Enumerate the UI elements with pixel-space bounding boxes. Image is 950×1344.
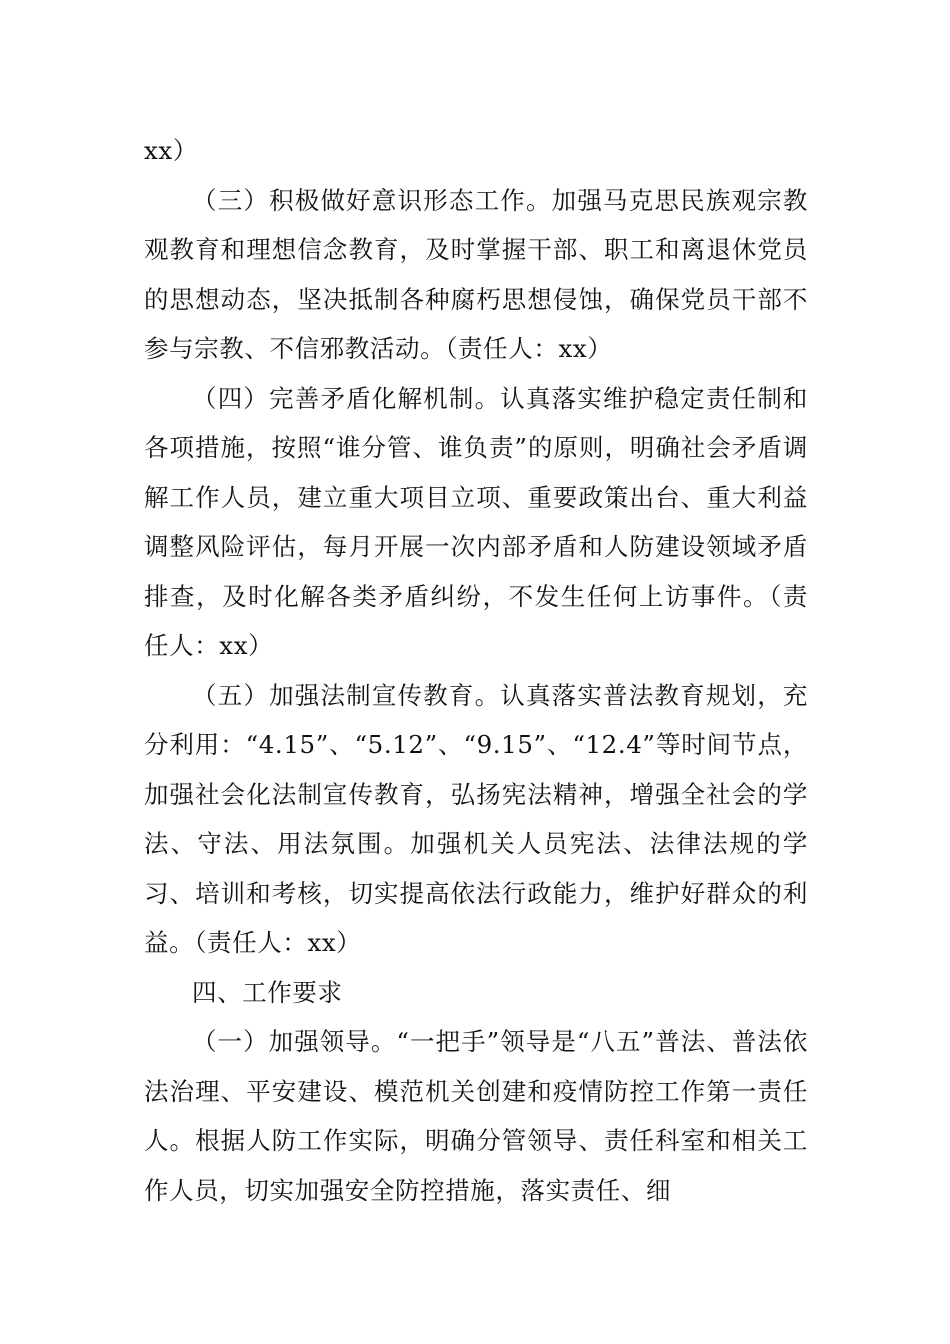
document-body <box>144 126 808 1215</box>
paragraph-conflict-resolution: （四）完善矛盾化解机制。认真落实维护稳定责任制和各项措施，按照“谁分管、谁负责”的原则，明确社会矛盾调解工作人员，建立重大项目立项、重要政策出台、重大利益调整风险评估，每月开展一次内部矛盾和人防建设领域矛盾排查，及时化解各类矛盾纠纷，不发生任何上访事件。（责任人：xx） <box>144 383 808 660</box>
paragraph-leadership: （一）加强领导。“一把手”领导是“八五”普法、普法依法治理、平安建设、模范机关创建和疫情防控工作第一责任人。根据人防工作实际，明确分管领导、责任科室和相关工作人员，切实加强安全防控措施，落实责任、细 <box>144 1027 808 1205</box>
paragraph-legal-education: （五）加强法制宣传教育。认真落实普法教育规划，充分利用：“4.15”、“5.12”、“9.15”、“12.4”等时间节点，加强社会化法制宣传教育，弘扬宪法精神，增强全社会的学法、守法、用法氛围。加强机关人员宪法、法律法规的学习、培训和考核，切实提高依法行政能力，维护好群众的利益。（责任人：xx） <box>144 680 808 957</box>
continuation-line: xx） <box>144 136 198 165</box>
section-heading-work-requirements: 四、工作要求 <box>192 977 343 1007</box>
paragraph-ideology-work: （三）积极做好意识形态工作。加强马克思民族观宗教观教育和理想信念教育，及时掌握干部、职工和离退休党员的思想动态，坚决抵制各种腐朽思想侵蚀，确保党员干部不参与宗教、不信邪教活动。（责任人：xx） <box>144 185 808 363</box>
